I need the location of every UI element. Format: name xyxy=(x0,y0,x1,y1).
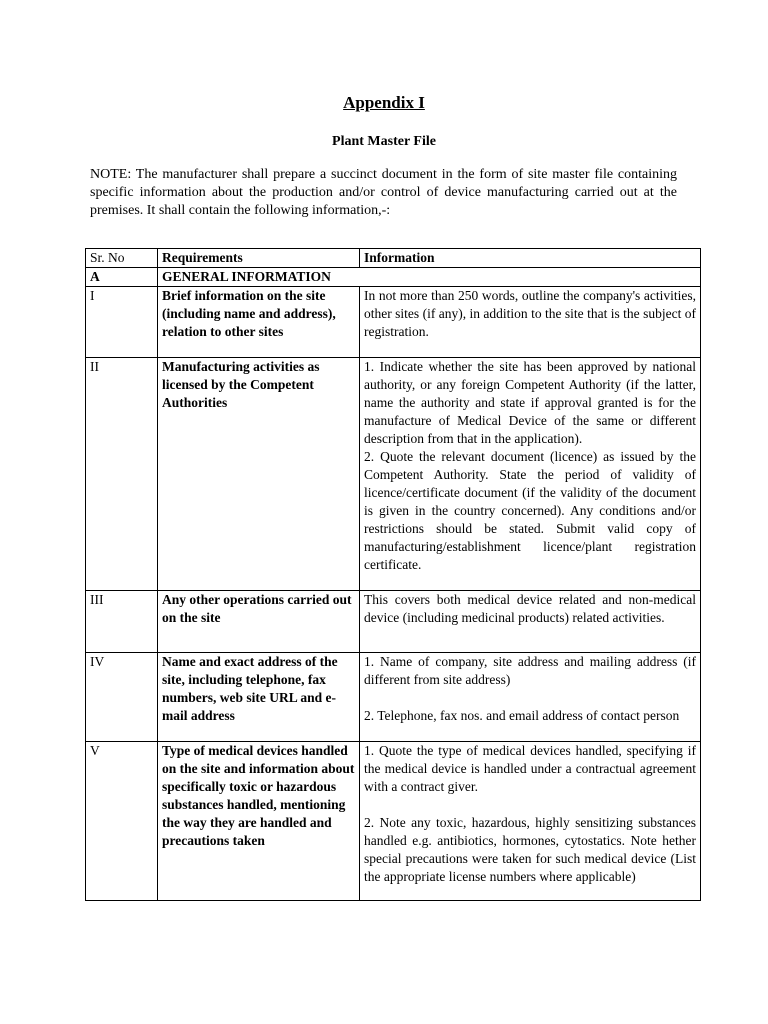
table-row xyxy=(86,358,701,591)
table-row xyxy=(86,742,701,901)
header-information: Information xyxy=(360,249,701,268)
row-requirement: Any other operations carried out on the site xyxy=(158,591,360,653)
info-paragraph: This covers both medical device related and non-medical device (including medicinal products) related activities. xyxy=(364,592,696,625)
row-information xyxy=(360,287,701,358)
row-information xyxy=(360,358,701,591)
row-requirement: Brief information on the site (including name and address), relation to other sites xyxy=(158,287,360,358)
row-sr: I xyxy=(86,287,158,358)
row-information xyxy=(360,742,701,901)
table-row xyxy=(86,653,701,742)
note-paragraph: NOTE: The manufacturer shall prepare a succinct document in the form of site master file containing specific information about the production and/or control of device manufacturing carried out at the premises. It shall contain the following information,-: xyxy=(90,167,677,218)
info-paragraph: In not more than 250 words, outline the company's activities, other sites (if any), in addition to the site that is the subject of registration. xyxy=(364,288,696,339)
row-sr: III xyxy=(86,591,158,653)
row-information xyxy=(360,653,701,742)
section-row xyxy=(86,268,701,287)
requirements-table xyxy=(85,248,701,901)
section-sr: A xyxy=(86,268,158,287)
header-sr-no: Sr. No xyxy=(86,249,158,268)
header-requirements: Requirements xyxy=(158,249,360,268)
row-requirement: Manufacturing activities as licensed by the Competent Authorities xyxy=(158,358,360,591)
table-row xyxy=(86,287,701,358)
row-information xyxy=(360,591,701,653)
row-requirement: Name and exact address of the site, including telephone, fax numbers, web site URL and e-mail address xyxy=(158,653,360,742)
info-paragraph: 1. Quote the type of medical devices handled, specifying if the medical device is handled under a contractual agreement with a contract giver. xyxy=(364,743,696,794)
info-paragraph: 2. Telephone, fax nos. and email address of contact person xyxy=(364,708,680,723)
info-paragraph: 1. Name of company, site address and mailing address (if different from site address) xyxy=(364,654,696,687)
row-sr: II xyxy=(86,358,158,591)
row-requirement: Type of medical devices handled on the site and information about specifically toxic or hazardous substances handled, mentioning the way they are handled and precautions taken xyxy=(158,742,360,901)
row-sr: IV xyxy=(86,653,158,742)
table-row xyxy=(86,591,701,653)
table-header-row xyxy=(86,249,701,268)
info-paragraph: 1. Indicate whether the site has been approved by national authority, or any foreign Competent Authority (if the latter, name the authority and state if approval granted is for the manufacture of Medical Device of the same or different description from that in the application). xyxy=(364,359,696,446)
section-title: GENERAL INFORMATION xyxy=(158,268,701,287)
info-paragraph: 2. Quote the relevant document (licence) as issued by the Competent Authority. State the period of validity of licence/certificate document (if the validity of the document is given in the country concerned). Any conditions and/or restrictions should be stated. Submit valid copy of manufacturing/establishment licence/plant registration certificate. xyxy=(364,449,696,572)
appendix-title: Appendix I xyxy=(343,93,425,112)
info-paragraph: 2. Note any toxic, hazardous, highly sensitizing substances handled e.g. antibiotics, hormones, cytostatics. Note hether special precautions were taken for such medical device (List the appropriate license numbers where applicable) xyxy=(364,815,696,884)
row-sr: V xyxy=(86,742,158,901)
document-subtitle: Plant Master File xyxy=(332,134,436,149)
